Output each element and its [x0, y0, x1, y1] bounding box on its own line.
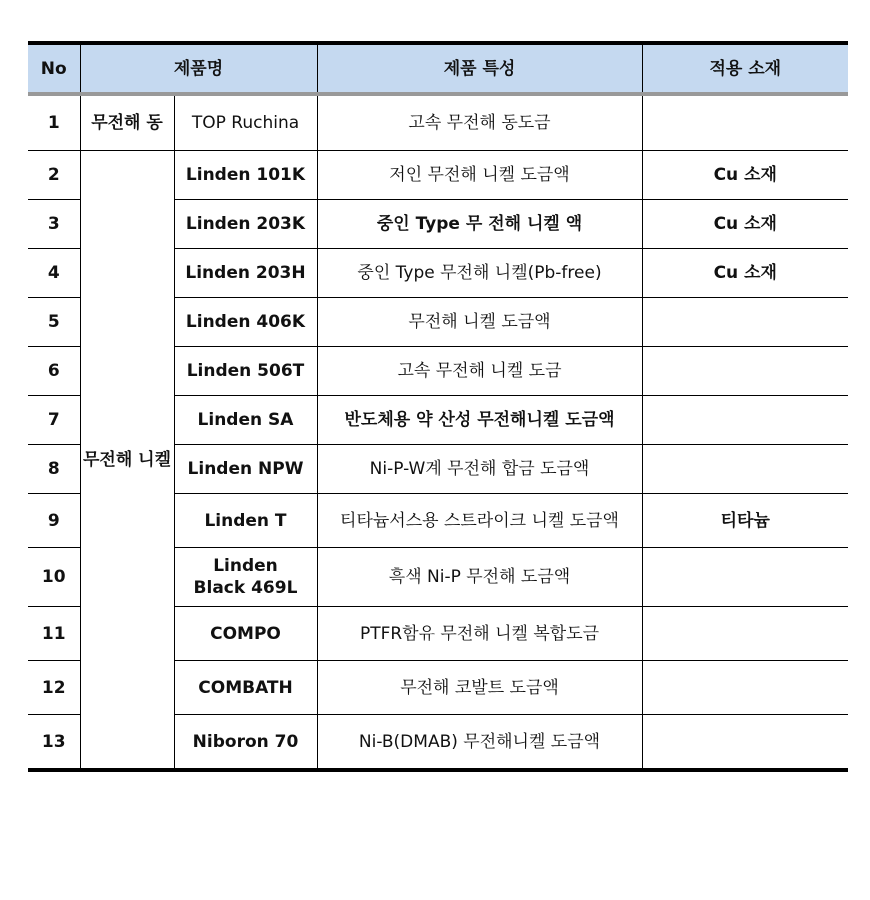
row-no: 6	[28, 347, 80, 396]
table-row	[28, 151, 848, 200]
product-name: COMPO	[174, 607, 317, 661]
row-no: 1	[28, 94, 80, 151]
header-product-feature: 제품 특성	[317, 43, 642, 94]
applied-material	[642, 445, 848, 494]
product-name: COMBATH	[174, 661, 317, 715]
applied-material	[642, 607, 848, 661]
row-no: 3	[28, 200, 80, 249]
product-spec-table	[28, 41, 848, 772]
applied-material	[642, 715, 848, 771]
row-no: 7	[28, 396, 80, 445]
product-name: Linden 406K	[174, 298, 317, 347]
row-no: 2	[28, 151, 80, 200]
row-no: 12	[28, 661, 80, 715]
product-feature: 반도체용 약 산성 무전해니켈 도금액	[317, 396, 642, 445]
row-no: 5	[28, 298, 80, 347]
applied-material	[642, 548, 848, 607]
product-name: Linden T	[174, 494, 317, 548]
header-applied-material: 적용 소재	[642, 43, 848, 94]
header-product-name: 제품명	[80, 43, 317, 94]
product-feature: 저인 무전해 니켈 도금액	[317, 151, 642, 200]
applied-material	[642, 661, 848, 715]
applied-material	[642, 347, 848, 396]
row-no: 8	[28, 445, 80, 494]
product-feature: 무전해 코발트 도금액	[317, 661, 642, 715]
product-name: TOP Ruchina	[174, 94, 317, 151]
product-feature: 흑색 Ni-P 무전해 도금액	[317, 548, 642, 607]
product-name: Linden 203H	[174, 249, 317, 298]
category-cell-nickel: 무전해 니켈	[80, 151, 174, 771]
product-feature: 고속 무전해 니켈 도금	[317, 347, 642, 396]
product-name: Linden 506T	[174, 347, 317, 396]
product-feature: Ni-B(DMAB) 무전해니켈 도금액	[317, 715, 642, 771]
header-no: No	[28, 43, 80, 94]
applied-material	[642, 396, 848, 445]
product-name: Linden Black 469L	[174, 548, 317, 607]
product-name: Niboron 70	[174, 715, 317, 771]
product-feature: 무전해 니켈 도금액	[317, 298, 642, 347]
product-name: Linden 101K	[174, 151, 317, 200]
product-feature: 고속 무전해 동도금	[317, 94, 642, 151]
row-no: 10	[28, 548, 80, 607]
product-feature: 티타늄서스용 스트라이크 니켈 도금액	[317, 494, 642, 548]
product-feature: PTFR함유 무전해 니켈 복합도금	[317, 607, 642, 661]
applied-material: Cu 소재	[642, 151, 848, 200]
row-no: 4	[28, 249, 80, 298]
product-feature: 중인 Type 무 전해 니켈 액	[317, 200, 642, 249]
row-no: 9	[28, 494, 80, 548]
product-name: Linden 203K	[174, 200, 317, 249]
applied-material	[642, 298, 848, 347]
header-row	[28, 43, 848, 94]
applied-material	[642, 94, 848, 151]
applied-material: Cu 소재	[642, 249, 848, 298]
product-feature: Ni-P-W계 무전해 합금 도금액	[317, 445, 642, 494]
product-name: Linden NPW	[174, 445, 317, 494]
applied-material: 티타늄	[642, 494, 848, 548]
row-no: 11	[28, 607, 80, 661]
row-no: 13	[28, 715, 80, 771]
product-feature: 중인 Type 무전해 니켈(Pb-free)	[317, 249, 642, 298]
applied-material: Cu 소재	[642, 200, 848, 249]
product-name: Linden SA	[174, 396, 317, 445]
category-cell-copper: 무전해 동	[80, 94, 174, 151]
table-row	[28, 94, 848, 151]
